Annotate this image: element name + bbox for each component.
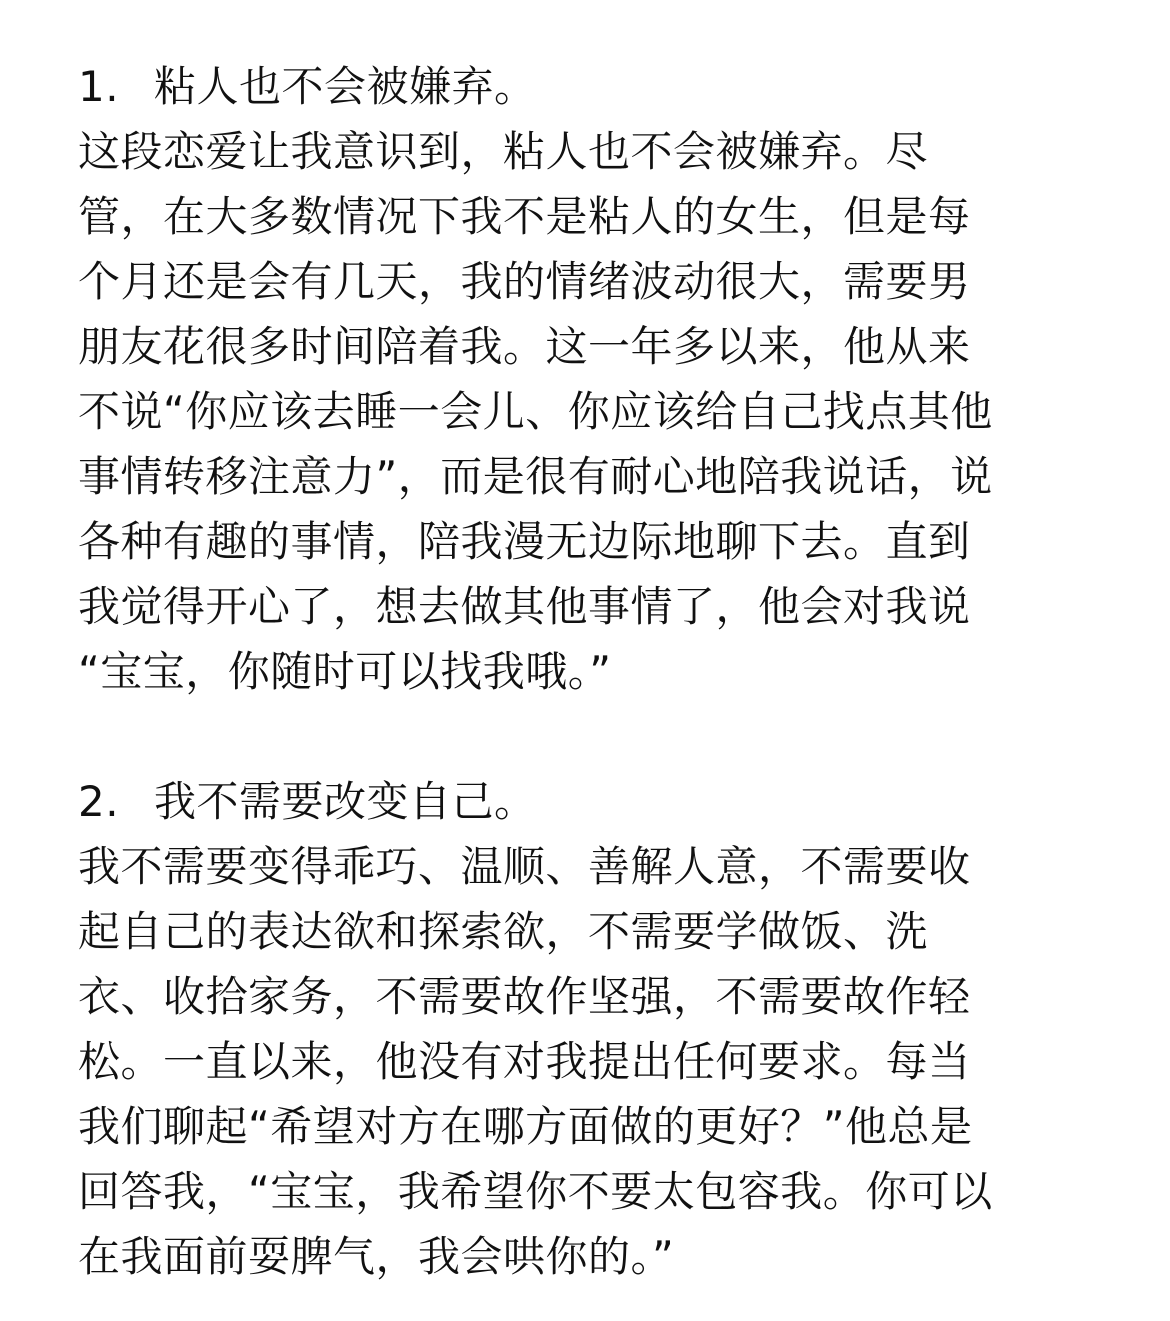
paragraph-line: 起自己的表达欲和探索欲，不需要学做饭、洗 [78,907,929,956]
paragraph-line: 松。一直以来，他没有对我提出任何要求。每当 [78,1037,971,1086]
paragraph-line: 管，在大多数情况下我不是粘人的女生，但是每 [78,192,971,241]
paragraph-line: 回答我，“宝宝，我希望你不要太包容我。你可以 [78,1167,993,1216]
paragraph-line: 衣、收拾家务，不需要故作坚强，不需要故作轻 [78,972,971,1021]
section-gap [78,704,1138,769]
paragraph-line: 朋友花很多时间陪着我。这一年多以来，他从来 [78,322,971,371]
section-number: 1. [78,62,120,111]
paragraph-line: “宝宝，你随时可以找我哦。” [78,647,612,696]
paragraph-line: 这段恋爱让我意识到，粘人也不会被嫌弃。尽 [78,127,929,176]
paragraph-line: 我觉得开心了，想去做其他事情了，他会对我说 [78,582,971,631]
paragraph-line: 各种有趣的事情，陪我漫无边际地聊下去。直到 [78,517,971,566]
section-number: 2. [78,777,120,826]
section-1 [78,54,1138,704]
paragraph-line: 我们聊起“希望对方在哪方面做的更好？”他总是 [78,1102,973,1151]
section-heading [78,54,1138,119]
paragraph-line: 我不需要变得乖巧、温顺、善解人意，不需要收 [78,842,971,891]
section-title: 我不需要改变自己。 [154,777,537,826]
section-heading [78,769,1138,834]
paragraph-line: 在我面前耍脾气，我会哄你的。” [78,1232,675,1281]
section-2 [78,769,1138,1289]
paragraph-line: 事情转移注意力”，而是很有耐心地陪我说话，说 [78,452,993,501]
paragraph-line: 个月还是会有几天，我的情绪波动很大，需要男 [78,257,971,306]
section-title: 粘人也不会被嫌弃。 [154,62,537,111]
paragraph-line: 不说“你应该去睡一会儿、你应该给自己找点其他 [78,387,993,436]
document-body [78,54,1138,1289]
